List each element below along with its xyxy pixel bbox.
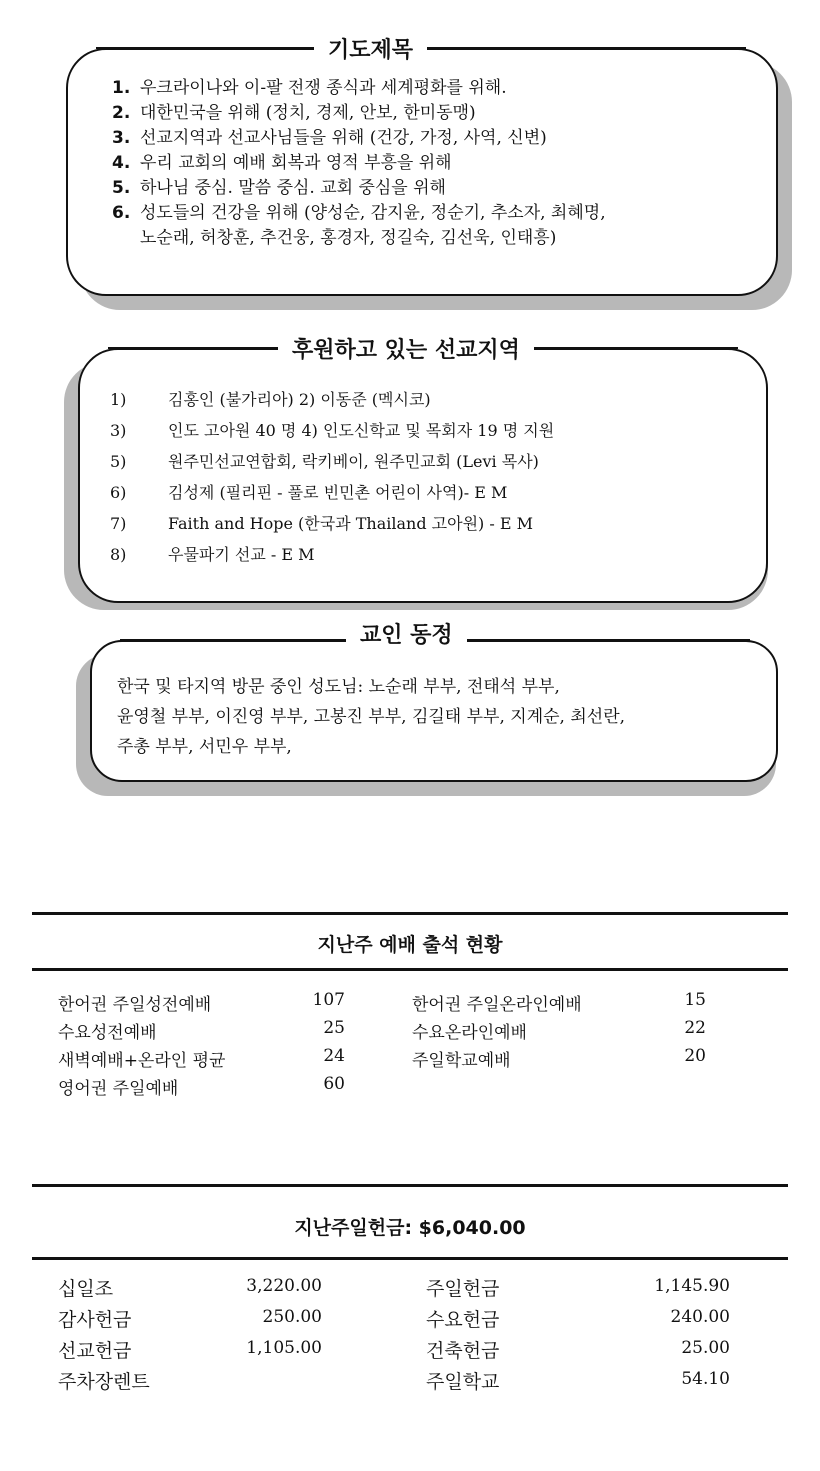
- news-title: 교인 동정: [346, 618, 467, 649]
- offering-left-label: 십일조: [58, 1278, 114, 1300]
- offering-right-label: 건축헌금: [426, 1340, 500, 1362]
- mission-item: 7) Faith and Hope (한국과 Thailand 고아원) - E M: [110, 514, 534, 533]
- offering-top-rule: [32, 1184, 788, 1187]
- attendance-left-label: 수요성전예배: [58, 1023, 157, 1043]
- attendance-left-value: 107: [312, 990, 345, 1010]
- mission-item: 3) 인도 고아원 40 명 4) 인도신학교 및 목회자 19 명 지원: [110, 421, 555, 440]
- attendance-right-label: 수요온라인예배: [412, 1023, 527, 1043]
- news-line: 윤영철 부부, 이진영 부부, 고봉진 부부, 김길태 부부, 지계순, 최선란,: [117, 707, 626, 727]
- prayer-item: 4. 우리 교회의 예배 회복과 영적 부흥을 위해: [112, 153, 452, 173]
- attendance-left-label: 영어권 주일예배: [58, 1079, 179, 1099]
- news-line: 한국 및 타지역 방문 중인 성도님: 노순래 부부, 전태석 부부,: [117, 677, 560, 697]
- offering-title: 지난주일헌금: $6,040.00: [294, 1217, 526, 1239]
- offering-right-label: 주일헌금: [426, 1278, 500, 1300]
- prayer-item: 6. 성도들의 건강을 위해 (양성순, 감지윤, 정순기, 추소자, 최혜명,: [112, 203, 606, 223]
- offering-right-value: 54.10: [681, 1369, 730, 1389]
- attendance-right-label: 주일학교예배: [412, 1051, 511, 1071]
- attendance-right-value: 15: [684, 990, 706, 1010]
- news-line: 주총 부부, 서민우 부부,: [117, 737, 292, 757]
- mission-item: 8) 우물파기 선교 - E M: [110, 545, 315, 564]
- offering-left-label: 선교헌금: [58, 1340, 132, 1362]
- prayer-item: 1. 우크라이나와 이-팔 전쟁 종식과 세계평화를 위해.: [112, 78, 507, 98]
- prayer-item: 2. 대한민국을 위해 (정치, 경제, 안보, 한미동맹): [112, 103, 476, 123]
- offering-left-label: 감사헌금: [58, 1309, 132, 1331]
- offering-left-value: 3,220.00: [246, 1276, 322, 1296]
- offering-right-value: 240.00: [670, 1307, 730, 1327]
- missions-list: [110, 384, 554, 570]
- attendance-title: 지난주 예배 출석 현황: [317, 934, 503, 956]
- news-text: [117, 672, 767, 762]
- prayer-list: [112, 76, 752, 251]
- prayer-item-continuation: 노순래, 허창훈, 추건웅, 홍경자, 정길숙, 김선욱, 인태흥): [140, 228, 557, 248]
- offering-right-label: 수요헌금: [426, 1309, 500, 1331]
- attendance-left-value: 25: [323, 1018, 345, 1038]
- offering-left-label: 주차장렌트: [58, 1371, 150, 1393]
- offering-left-value: 1,105.00: [246, 1338, 322, 1358]
- prayer-item: 3. 선교지역과 선교사님들을 위해 (건강, 가정, 사역, 신변): [112, 128, 547, 148]
- attendance-left-label: 새벽예배+온라인 평균: [58, 1051, 226, 1071]
- attendance-left-label: 한어권 주일성전예배: [58, 995, 212, 1015]
- mission-item: 1) 김홍인 (불가리아) 2) 이동준 (멕시코): [110, 390, 431, 409]
- offering-right-value: 1,145.90: [654, 1276, 730, 1296]
- attendance-left-value: 60: [323, 1074, 345, 1094]
- attendance-right-value: 22: [684, 1018, 706, 1038]
- offering-left-value: 250.00: [262, 1307, 322, 1327]
- mission-item: 5) 원주민선교연합회, 락키베이, 원주민교회 (Levi 목사): [110, 452, 539, 471]
- mission-item: 6) 김성제 (필리핀 - 풀로 빈민촌 어린이 사역)- E M: [110, 483, 508, 502]
- attendance-right-value: 20: [684, 1046, 706, 1066]
- offering-title-rule: [32, 1257, 788, 1260]
- attendance-title-rule: [32, 968, 788, 971]
- offering-right-value: 25.00: [681, 1338, 730, 1358]
- attendance-top-rule: [32, 912, 788, 915]
- prayer-title: 기도제목: [314, 33, 427, 64]
- prayer-item: 5. 하나님 중심. 말씀 중심. 교회 중심을 위해: [112, 178, 446, 198]
- offering-right-label: 주일학교: [426, 1371, 500, 1393]
- missions-title: 후원하고 있는 선교지역: [278, 333, 534, 364]
- attendance-right-label: 한어권 주일온라인예배: [412, 995, 582, 1015]
- attendance-left-value: 24: [323, 1046, 345, 1066]
